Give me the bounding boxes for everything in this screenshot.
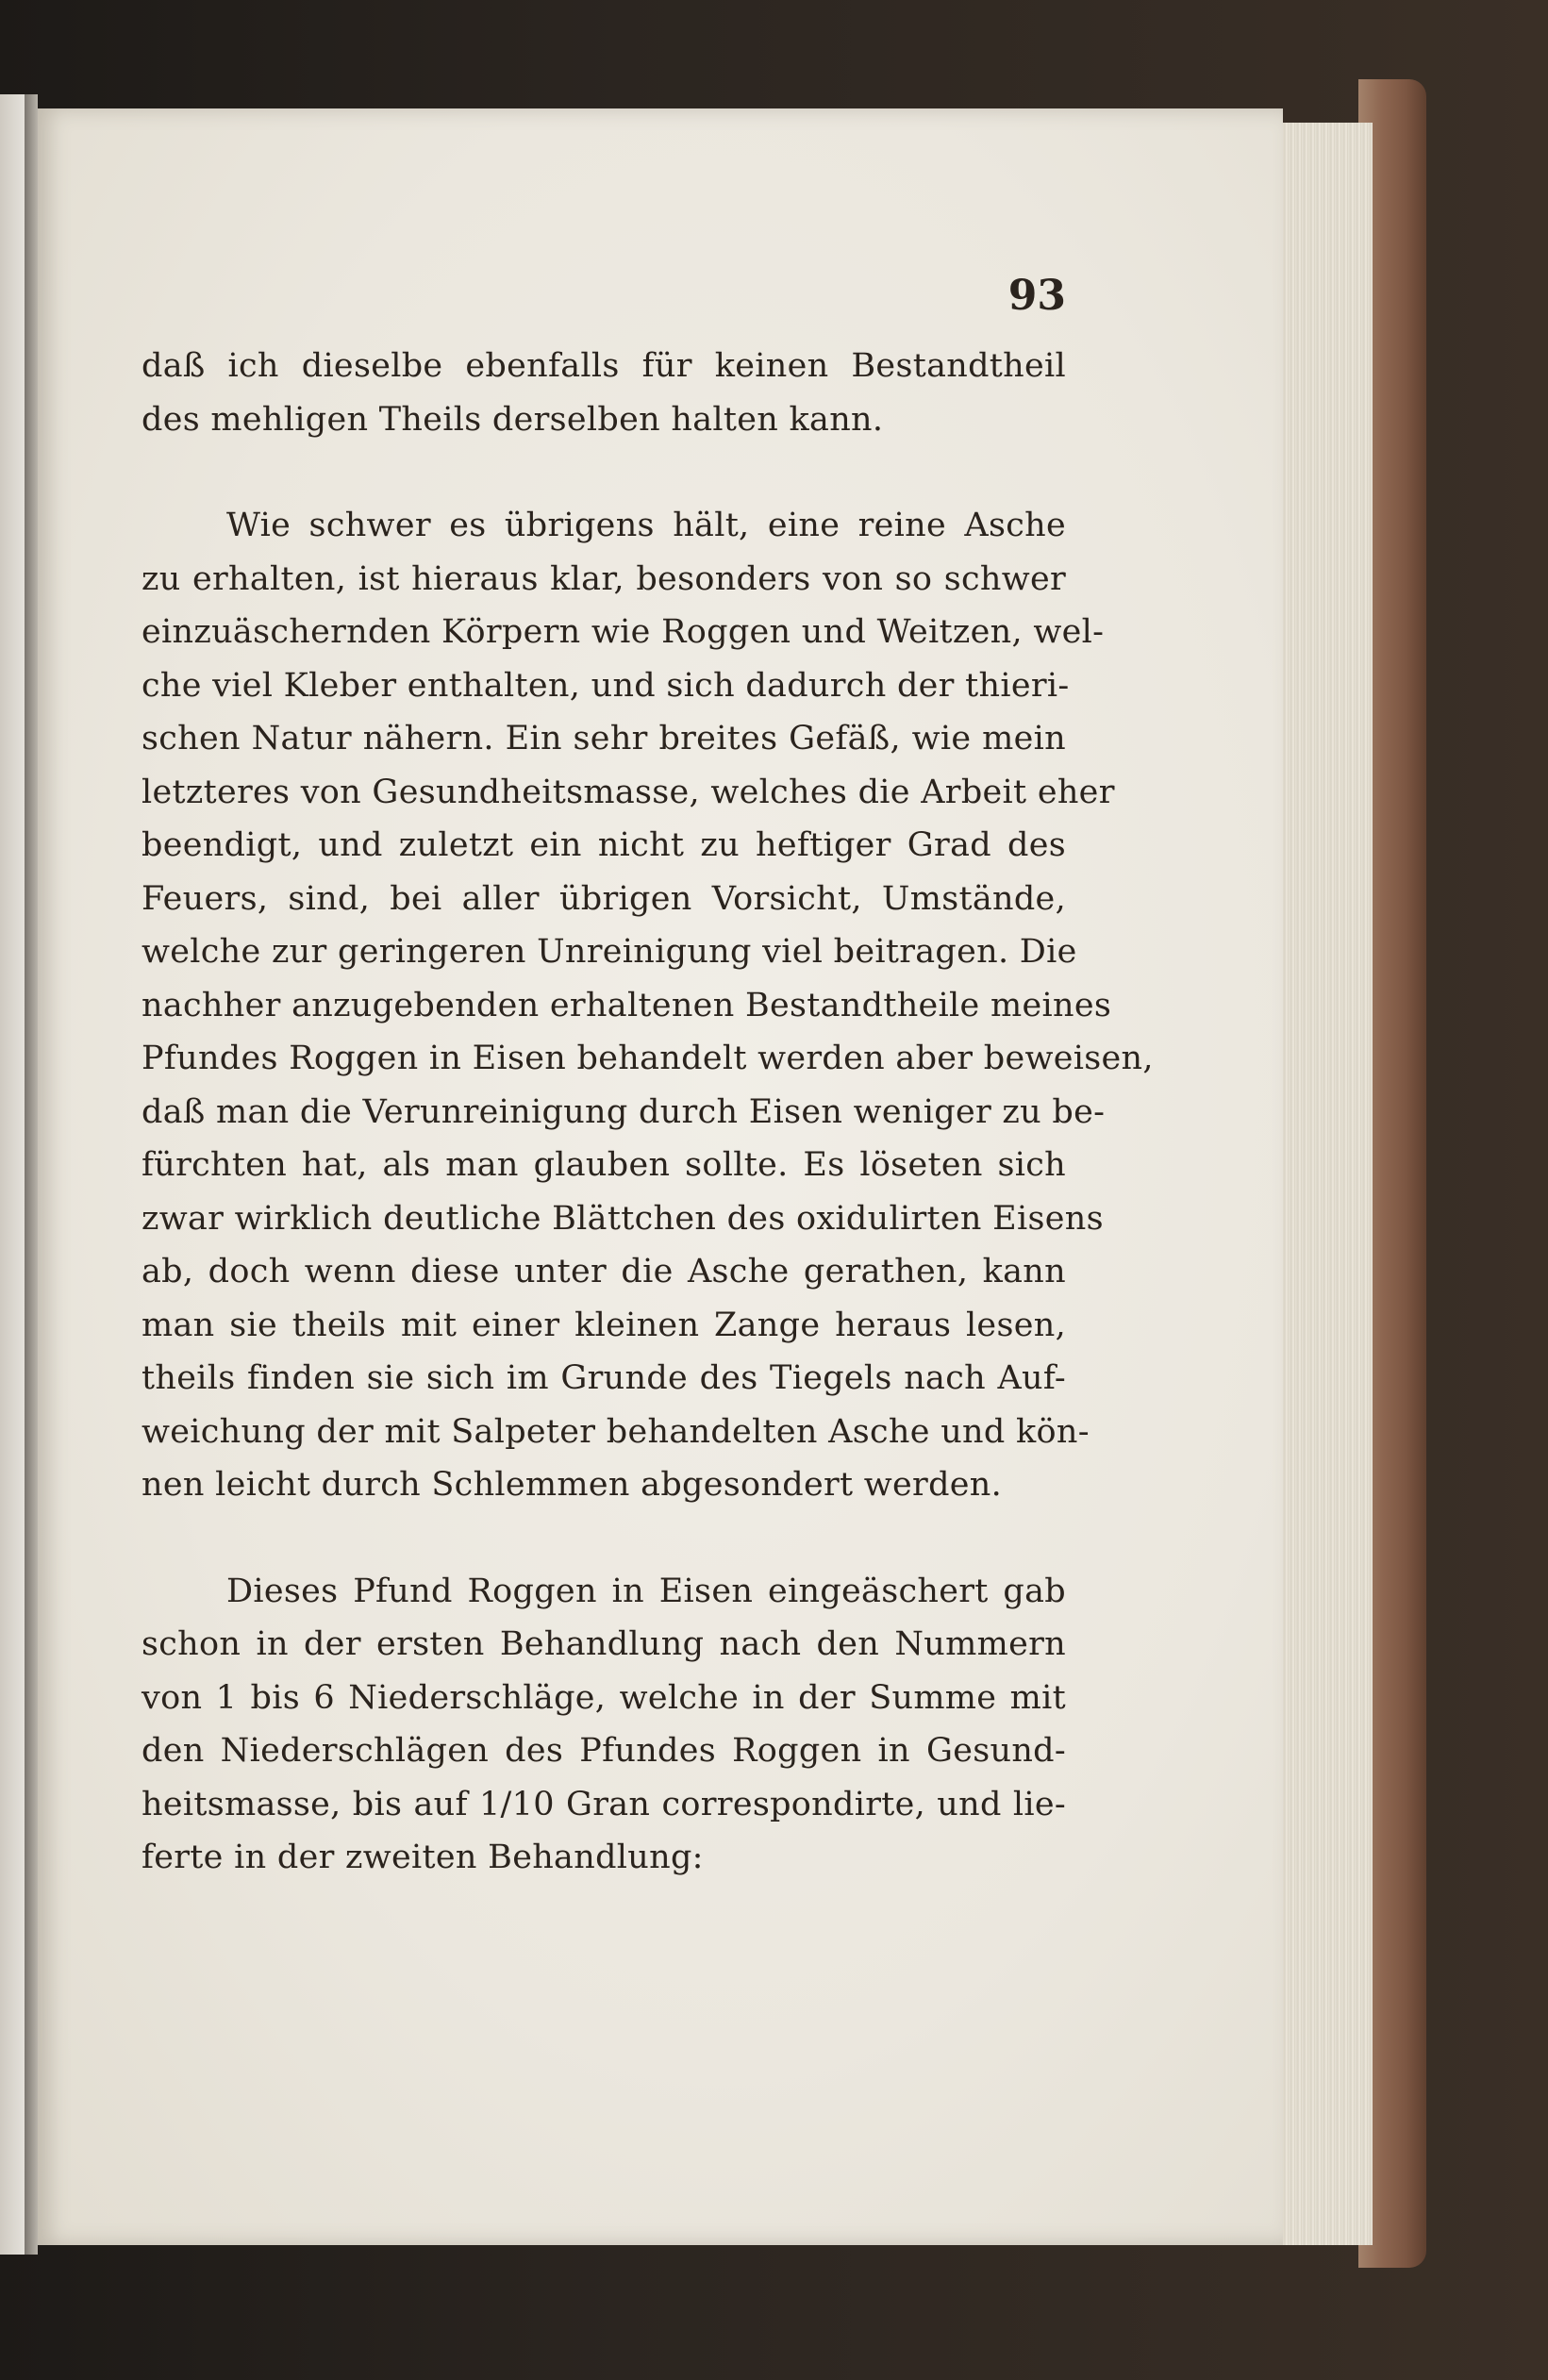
- text-line: nachher anzugebenden erhaltenen Bestandtheile meines: [141, 986, 1112, 1024]
- text-line: theils finden sie sich im Grunde des Tiegels nach Auf-: [141, 1359, 1066, 1397]
- text-line: zu erhalten, ist hieraus klar, besonders von so schwer: [141, 559, 1066, 598]
- text-line: letzteres von Gesundheitsmasse, welches die Arbeit eher: [141, 773, 1115, 811]
- text-line: daß ich dieselbe ebenfalls für keinen Bestandtheil: [141, 347, 1066, 385]
- text-line: Wie schwer es übrigens hält, eine reine Asche: [226, 507, 1066, 544]
- text-line: einzuäschernden Körpern wie Roggen und Weitzen, wel-: [141, 613, 1105, 651]
- text-line: nen leicht durch Schlemmen abgesondert werden.: [141, 1466, 1003, 1504]
- page-stack-edge: [1269, 123, 1373, 2245]
- text-line: zwar wirklich deutliche Blättchen des oxidulirten Eisens: [141, 1199, 1104, 1238]
- paragraph-2: [141, 499, 1154, 1512]
- text-line: beendigt, und zuletzt ein nicht zu heftiger Grad des: [141, 826, 1066, 864]
- paragraph-1: [141, 340, 1066, 446]
- text-line: che viel Kleber enthalten, und sich dadurch der thieri-: [141, 666, 1070, 705]
- text-line: ferte in der zweiten Behandlung:: [141, 1839, 704, 1876]
- text-line: schon in der ersten Behandlung nach den Nummern: [141, 1625, 1066, 1663]
- text-line: Pfundes Roggen in Eisen behandelt werden aber beweisen,: [141, 1040, 1154, 1077]
- text-line: weichung der mit Salpeter behandelten Asche und kön-: [141, 1412, 1090, 1451]
- paragraph-3: [141, 1565, 1066, 1885]
- text-line: welche zur geringeren Unreinigung viel beitragen. Die: [141, 933, 1077, 971]
- text-line: fürchten hat, als man glauben sollte. Es löseten sich: [141, 1146, 1066, 1184]
- text-line: daß man die Verunreinigung durch Eisen weniger zu be-: [141, 1092, 1106, 1131]
- left-page-edge: [0, 94, 25, 2255]
- body-text: [141, 340, 1154, 1885]
- text-line: den Niederschlägen des Pfundes Roggen in Gesund-: [141, 1732, 1066, 1770]
- gutter-shadow: [25, 94, 38, 2255]
- text-line: Feuers, sind, bei aller übrigen Vorsicht, Umstände,: [141, 879, 1066, 918]
- text-line: Dieses Pfund Roggen in Eisen eingeäschert gab: [226, 1572, 1066, 1610]
- text-line: man sie theils mit einer kleinen Zange heraus lesen,: [141, 1306, 1066, 1344]
- text-line: von 1 bis 6 Niederschläge, welche in der Summe mit: [141, 1678, 1066, 1717]
- text-line: schen Natur nähern. Ein sehr breites Gefäß, wie mein: [141, 720, 1066, 757]
- text-line: heitsmasse, bis auf 1/10 Gran correspondirte, und lie-: [141, 1785, 1066, 1823]
- text-line: des mehligen Theils derselben halten kann.: [141, 400, 884, 439]
- text-line: ab, doch wenn diese unter die Asche gerathen, kann: [141, 1253, 1066, 1290]
- page-number: 93: [1007, 272, 1066, 320]
